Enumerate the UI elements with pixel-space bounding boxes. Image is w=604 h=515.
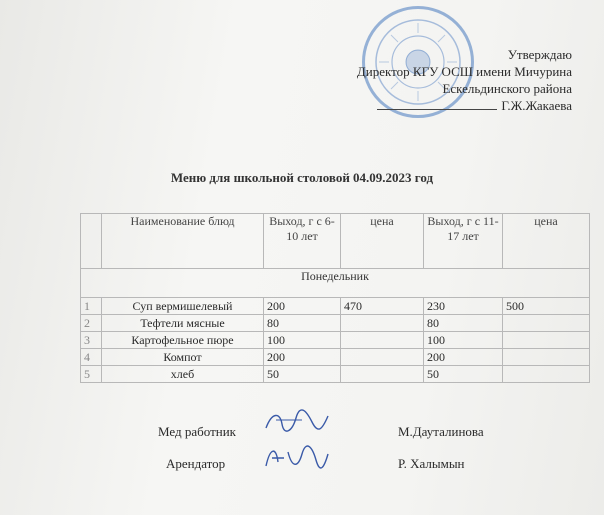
row-out2: 80: [424, 315, 503, 332]
row-dish: Тефтели мясные: [102, 315, 264, 332]
table-row: [81, 332, 590, 349]
row-num: 3: [81, 332, 102, 349]
approval-heading: Утверждаю: [507, 47, 572, 62]
header-price-1: цена: [341, 214, 424, 269]
header-output-6-10: Выход, г с 6-10 лет: [264, 214, 341, 269]
row-num: 5: [81, 366, 102, 383]
row-price2: 500: [503, 298, 590, 315]
table-row: [81, 366, 590, 383]
tenant-label: Арендатор: [166, 456, 226, 471]
menu-table: [80, 213, 590, 383]
approval-position: Директор КГУ ОСШ имени Мичурина: [356, 64, 572, 79]
row-dish: Суп вермишелевый: [102, 298, 264, 315]
row-num: 2: [81, 315, 102, 332]
table-row: [81, 315, 590, 332]
table-header-row: [81, 214, 590, 269]
row-price1: [341, 366, 424, 383]
row-num: 4: [81, 349, 102, 366]
approval-signer: [357, 97, 572, 114]
table-row: [81, 349, 590, 366]
table-row: [81, 298, 590, 315]
row-num: 1: [81, 298, 102, 315]
header-dish: Наименование блюд: [102, 214, 264, 269]
row-price1: [341, 315, 424, 332]
row-price2: [503, 332, 590, 349]
header-num: [81, 214, 102, 269]
approval-signer-name: Г.Ж.Жакаева: [501, 98, 572, 113]
row-price1: 470: [341, 298, 424, 315]
row-out2: 200: [424, 349, 503, 366]
row-price2: [503, 315, 590, 332]
header-output-11-17: Выход, г с 11-17 лет: [424, 214, 503, 269]
page-title: Меню для школьной столовой 04.09.2023 год: [170, 170, 434, 185]
day-label: Понедельник: [81, 269, 590, 298]
tenant-name: Р. Халымын: [398, 456, 465, 471]
approval-district: Ескельдинского района: [442, 81, 572, 96]
row-price1: [341, 349, 424, 366]
med-worker-signature: [262, 408, 332, 436]
med-worker-name: М.Дауталинова: [398, 424, 484, 439]
header-price-2: цена: [503, 214, 590, 269]
signature-line: [377, 109, 497, 110]
row-out1: 100: [264, 332, 341, 349]
row-out1: 50: [264, 366, 341, 383]
row-dish: Компот: [102, 349, 264, 366]
row-price1: [341, 332, 424, 349]
row-dish: Картофельное пюре: [102, 332, 264, 349]
row-price2: [503, 349, 590, 366]
row-price2: [503, 366, 590, 383]
row-out2: 100: [424, 332, 503, 349]
row-out2: 230: [424, 298, 503, 315]
day-row: [81, 269, 590, 298]
row-dish: хлеб: [102, 366, 264, 383]
row-out1: 200: [264, 298, 341, 315]
row-out2: 50: [424, 366, 503, 383]
med-worker-label: Мед работник: [158, 424, 236, 439]
row-out1: 200: [264, 349, 341, 366]
tenant-signature: [262, 442, 332, 472]
row-out1: 80: [264, 315, 341, 332]
approval-block: [357, 46, 572, 114]
